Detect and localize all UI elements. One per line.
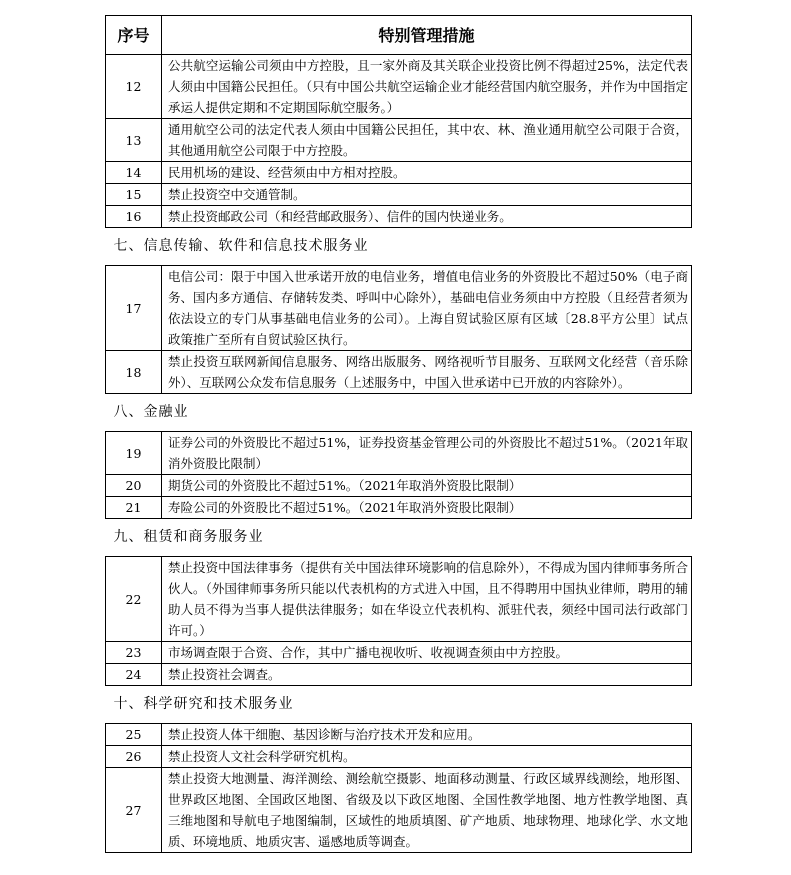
serial-number-cell: 25 [106, 724, 162, 746]
measure-text-cell: 期货公司的外资股比不超过51%。（2021年取消外资股比限制） [162, 475, 692, 497]
measure-text-cell: 禁止投资人文社会科学研究机构。 [162, 746, 692, 768]
measure-text-cell: 证券公司的外资股比不超过51%，证券投资基金管理公司的外资股比不超过51%。（2021年取消外资股比限制） [162, 432, 692, 475]
table-header-row [106, 16, 692, 55]
header-serial-number: 序号 [106, 16, 162, 55]
table-row [106, 162, 692, 184]
special-measures-table [105, 15, 692, 853]
measure-text-cell: 市场调查限于合资、合作，其中广播电视收听、收视调查须由中方控股。 [162, 642, 692, 664]
table-row [106, 664, 692, 686]
measure-text-cell: 禁止投资空中交通管制。 [162, 184, 692, 206]
table-row [106, 351, 692, 394]
table-row [106, 206, 692, 228]
header-special-measures: 特别管理措施 [162, 16, 692, 55]
serial-number-cell: 22 [106, 557, 162, 642]
measure-text-cell: 公共航空运输公司须由中方控股，且一家外商及其关联企业投资比例不得超过25%，法定代表人须由中国籍公民担任。（只有中国公共航空运输企业才能经营国内航空服务，并作为中国指定承运人提供定期和不定期国际航空服务。） [162, 55, 692, 119]
measure-text-cell: 电信公司：限于中国入世承诺开放的电信业务，增值电信业务的外资股比不超过50%（电子商务、国内多方通信、存储转发类、呼叫中心除外），基础电信业务须由中方控股（且经营者须为依法设立的专门从事基础电信业务的公司）。上海自贸试验区原有区域〔28.8平方公里〕试点政策推广至所有自贸试验区执行。 [162, 266, 692, 351]
table-body [106, 55, 692, 853]
serial-number-cell: 16 [106, 206, 162, 228]
serial-number-cell: 23 [106, 642, 162, 664]
table-row [106, 119, 692, 162]
section-heading-text: 八、金融业 [113, 403, 189, 420]
serial-number-cell: 20 [106, 475, 162, 497]
section-heading [106, 519, 692, 557]
section-heading-text: 七、信息传输、软件和信息技术服务业 [113, 237, 369, 254]
table-row [106, 768, 692, 853]
serial-number-cell: 13 [106, 119, 162, 162]
measure-text-cell: 民用机场的建设、经营须由中方相对控股。 [162, 162, 692, 184]
table-row [106, 55, 692, 119]
section-heading-row [106, 228, 692, 266]
section-heading-row [106, 686, 692, 724]
section-heading [106, 686, 692, 724]
table-row [106, 746, 692, 768]
table-row [106, 184, 692, 206]
serial-number-cell: 15 [106, 184, 162, 206]
table-row [106, 724, 692, 746]
section-heading [106, 394, 692, 432]
serial-number-cell: 18 [106, 351, 162, 394]
table-row [106, 432, 692, 475]
serial-number-cell: 26 [106, 746, 162, 768]
table-row [106, 497, 692, 519]
table-row [106, 557, 692, 642]
section-heading-text: 十、科学研究和技术服务业 [113, 695, 294, 712]
serial-number-cell: 12 [106, 55, 162, 119]
measure-text-cell: 禁止投资邮政公司（和经营邮政服务）、信件的国内快递业务。 [162, 206, 692, 228]
measure-text-cell: 寿险公司的外资股比不超过51%。（2021年取消外资股比限制） [162, 497, 692, 519]
section-heading-row [106, 394, 692, 432]
serial-number-cell: 19 [106, 432, 162, 475]
measure-text-cell: 禁止投资互联网新闻信息服务、网络出版服务、网络视听节目服务、互联网文化经营（音乐除外）、互联网公众发布信息服务（上述服务中，中国入世承诺中已开放的内容除外）。 [162, 351, 692, 394]
serial-number-cell: 24 [106, 664, 162, 686]
measure-text-cell: 通用航空公司的法定代表人须由中国籍公民担任，其中农、林、渔业通用航空公司限于合资，其他通用航空公司限于中方控股。 [162, 119, 692, 162]
section-heading-row [106, 519, 692, 557]
serial-number-cell: 17 [106, 266, 162, 351]
measure-text-cell: 禁止投资社会调查。 [162, 664, 692, 686]
section-heading-text: 九、租赁和商务服务业 [113, 528, 264, 545]
section-heading [106, 228, 692, 266]
serial-number-cell: 27 [106, 768, 162, 853]
table-row [106, 642, 692, 664]
serial-number-cell: 14 [106, 162, 162, 184]
table-row [106, 475, 692, 497]
measure-text-cell: 禁止投资中国法律事务（提供有关中国法律环境影响的信息除外），不得成为国内律师事务所合伙人。（外国律师事务所只能以代表机构的方式进入中国，且不得聘用中国执业律师，聘用的辅助人员不得为当事人提供法律服务；如在华设立代表机构、派驻代表，须经中国司法行政部门许可。） [162, 557, 692, 642]
measure-text-cell: 禁止投资大地测量、海洋测绘、测绘航空摄影、地面移动测量、行政区域界线测绘，地形图、世界政区地图、全国政区地图、省级及以下政区地图、全国性教学地图、地方性教学地图、真三维地图和导航电子地图编制，区域性的地质填图、矿产地质、地球物理、地球化学、水文地质、环境地质、地质灾害、遥感地质等调查。 [162, 768, 692, 853]
measure-text-cell: 禁止投资人体干细胞、基因诊断与治疗技术开发和应用。 [162, 724, 692, 746]
document-page [105, 15, 691, 853]
table-row [106, 266, 692, 351]
serial-number-cell: 21 [106, 497, 162, 519]
